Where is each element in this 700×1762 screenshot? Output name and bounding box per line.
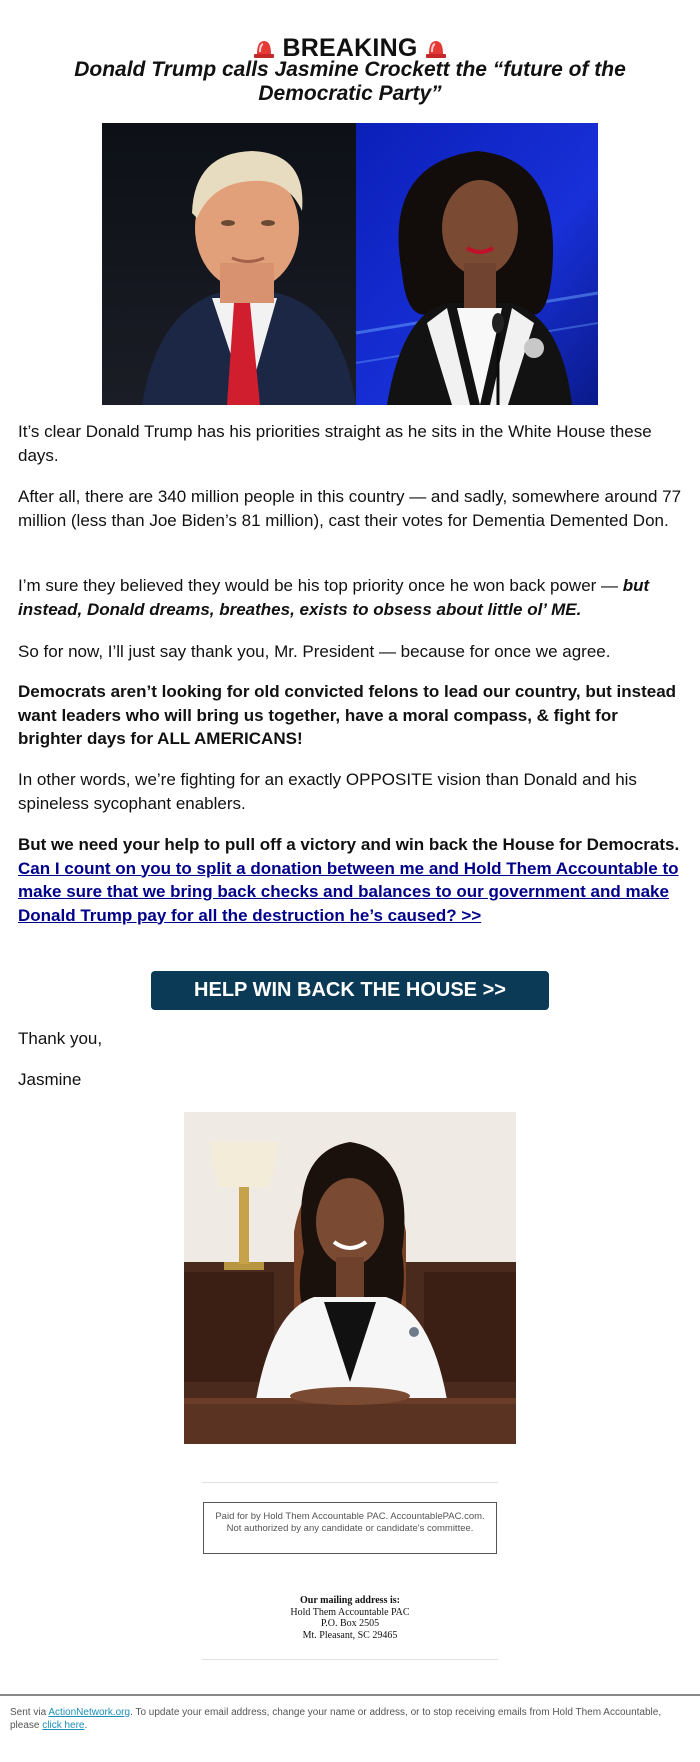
paragraph-5: Democrats aren’t looking for old convicted felons to lead our country, but instead want leaders who will bring us together, have a moral compass, & fight for brighter days for ALL AMERICANS! — [18, 682, 677, 748]
footer-prefix: Sent via — [10, 1707, 47, 1718]
footer-divider — [0, 1694, 700, 1696]
actionnetwork-link[interactable]: ActionNetwork.org — [48, 1707, 131, 1718]
unsubscribe-link[interactable]: click here — [42, 1720, 85, 1731]
paragraph-2: After all, there are 340 million people in this country — and sadly, somewhere around 77 million (less than Joe Biden’s 81 million), cast their votes for Dementia Demented Don. — [18, 487, 682, 530]
signature: Jasmine — [18, 1070, 82, 1089]
footer-text: . To update your email address, change your name or address, or to stop receiving emails from Hold Them Accountable, please — [10, 1707, 662, 1731]
mailing-address-line: P.O. Box 2505 — [320, 1618, 380, 1629]
mailing-address-title: Our mailing address is: — [300, 1595, 400, 1606]
signoff: Thank you, — [18, 1029, 103, 1048]
subheadline: Donald Trump calls Jasmine Crockett the “future of the Democratic Party” — [74, 58, 626, 105]
paragraph-3 — [18, 574, 682, 621]
siren-icon — [425, 38, 447, 58]
divider — [202, 1482, 498, 1483]
hero-photo-illustration — [102, 123, 598, 405]
paragraph-3-emphasis: but instead, Donald dreams, breathes, exists to obsess about little ol’ ME. — [18, 576, 650, 619]
mailing-address-line: Hold Them Accountable PAC — [290, 1606, 410, 1618]
divider — [202, 1659, 498, 1660]
paragraph-6: In other words, we’re fighting for an exactly OPPOSITE vision than Donald and his spineless sycophant enablers. — [18, 770, 637, 813]
paragraph-4: So for now, I’ll just say thank you, Mr. President — because for once we agree. — [18, 642, 611, 661]
paragraph-3-text: I’m sure they believed they would be his top priority once he won back power — — [18, 576, 619, 595]
paragraph-7 — [18, 833, 682, 927]
hero-image — [102, 123, 598, 405]
paragraph-7-text: But we need your help to pull off a victory and win back the House for Democrats. — [18, 835, 680, 854]
portrait-image — [184, 1112, 516, 1444]
help-win-back-house-button[interactable]: HELP WIN BACK THE HOUSE >> — [151, 971, 549, 1010]
paid-for-disclaimer: Paid for by Hold Them Accountable PAC. AccountablePAC.com. Not authorized by any candidate or candidate's committee. — [203, 1502, 497, 1554]
footer — [10, 1706, 690, 1732]
portrait-photo-illustration — [184, 1112, 516, 1444]
footer-suffix: . — [84, 1720, 88, 1731]
siren-icon — [253, 38, 275, 58]
mailing-address-line: Mt. Pleasant, SC 29465 — [302, 1629, 398, 1641]
headline-text: BREAKING — [282, 34, 418, 62]
paragraph-1: It’s clear Donald Trump has his priorities straight as he sits in the White House these days. — [18, 422, 652, 465]
donate-link[interactable]: Can I count on you to split a donation between me and Hold Them Accountable to make sure that we bring back checks and balances to our government and make Donald Trump pay for all the destruction he’s caused? >> — [18, 858, 679, 925]
mailing-address — [200, 1595, 500, 1641]
